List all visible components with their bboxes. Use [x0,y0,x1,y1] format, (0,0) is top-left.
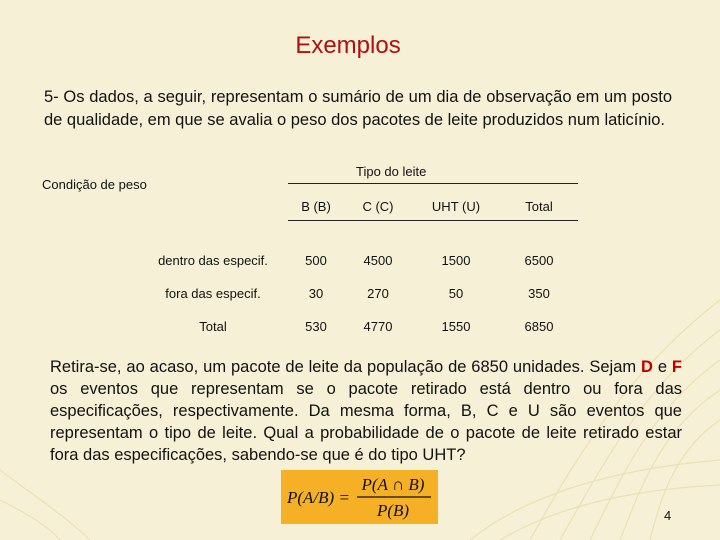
event-d-label: D [641,358,653,376]
intro-paragraph: 5- Os dados, a seguir, representam o sumário de um dia de observação em um posto de qualidade, em que se avalia o peso dos pacotes de leite produzidos num laticínio. [44,88,672,129]
formula-numerator: P(A ∩ B) [361,475,425,494]
table-cell: 500 [305,253,327,268]
slide-title: Exemplos [295,32,401,59]
table-cell: 270 [367,286,389,301]
row-label: Total [199,319,227,334]
row-dimension-label: Condição de peso [42,177,147,192]
column-header: UHT (U) [431,199,481,214]
formula-denominator: P(B) [376,501,410,520]
table-cell: 1500 [441,253,471,268]
question-paragraph [50,356,682,466]
table-cell: 350 [528,286,550,301]
header-top-rule [288,183,578,184]
page-number: 4 [664,508,672,523]
table-cell: 30 [308,286,324,301]
event-f-label: F [671,358,682,376]
question-text: e [652,358,672,376]
column-header: B (B) [301,199,331,214]
formula-lhs: P(A/B) = [287,488,350,507]
table-cell: 6850 [524,319,554,334]
table-cell: 1550 [441,319,471,334]
conditional-probability-formula [281,470,438,524]
row-label: fora das especif. [165,286,261,301]
header-bottom-rule [288,220,578,221]
table-cell: 50 [448,286,464,301]
table-cell: 6500 [524,253,554,268]
question-text: os eventos que representam se o pacote retirado está dentro ou fora das especificações, respectivamente. Da mesma forma, B, C e U são eventos que representam o tipo de leite. Qual a probabilidade de o pacote de leite retirado estar fora das especificações, sabendo-se que é do tipo UHT? [50,380,682,464]
table-cell: 530 [305,319,327,334]
question-text: Retira-se, ao acaso, um pacote de leite da população de 6850 unidades. Sejam [50,358,642,376]
column-header: Total [525,199,553,214]
row-label: dentro das especif. [158,253,268,268]
column-group-label: Tipo do leite [356,164,427,179]
column-header: C (C) [362,199,394,214]
table-cell: 4770 [363,319,393,334]
table-cell: 4500 [363,253,393,268]
